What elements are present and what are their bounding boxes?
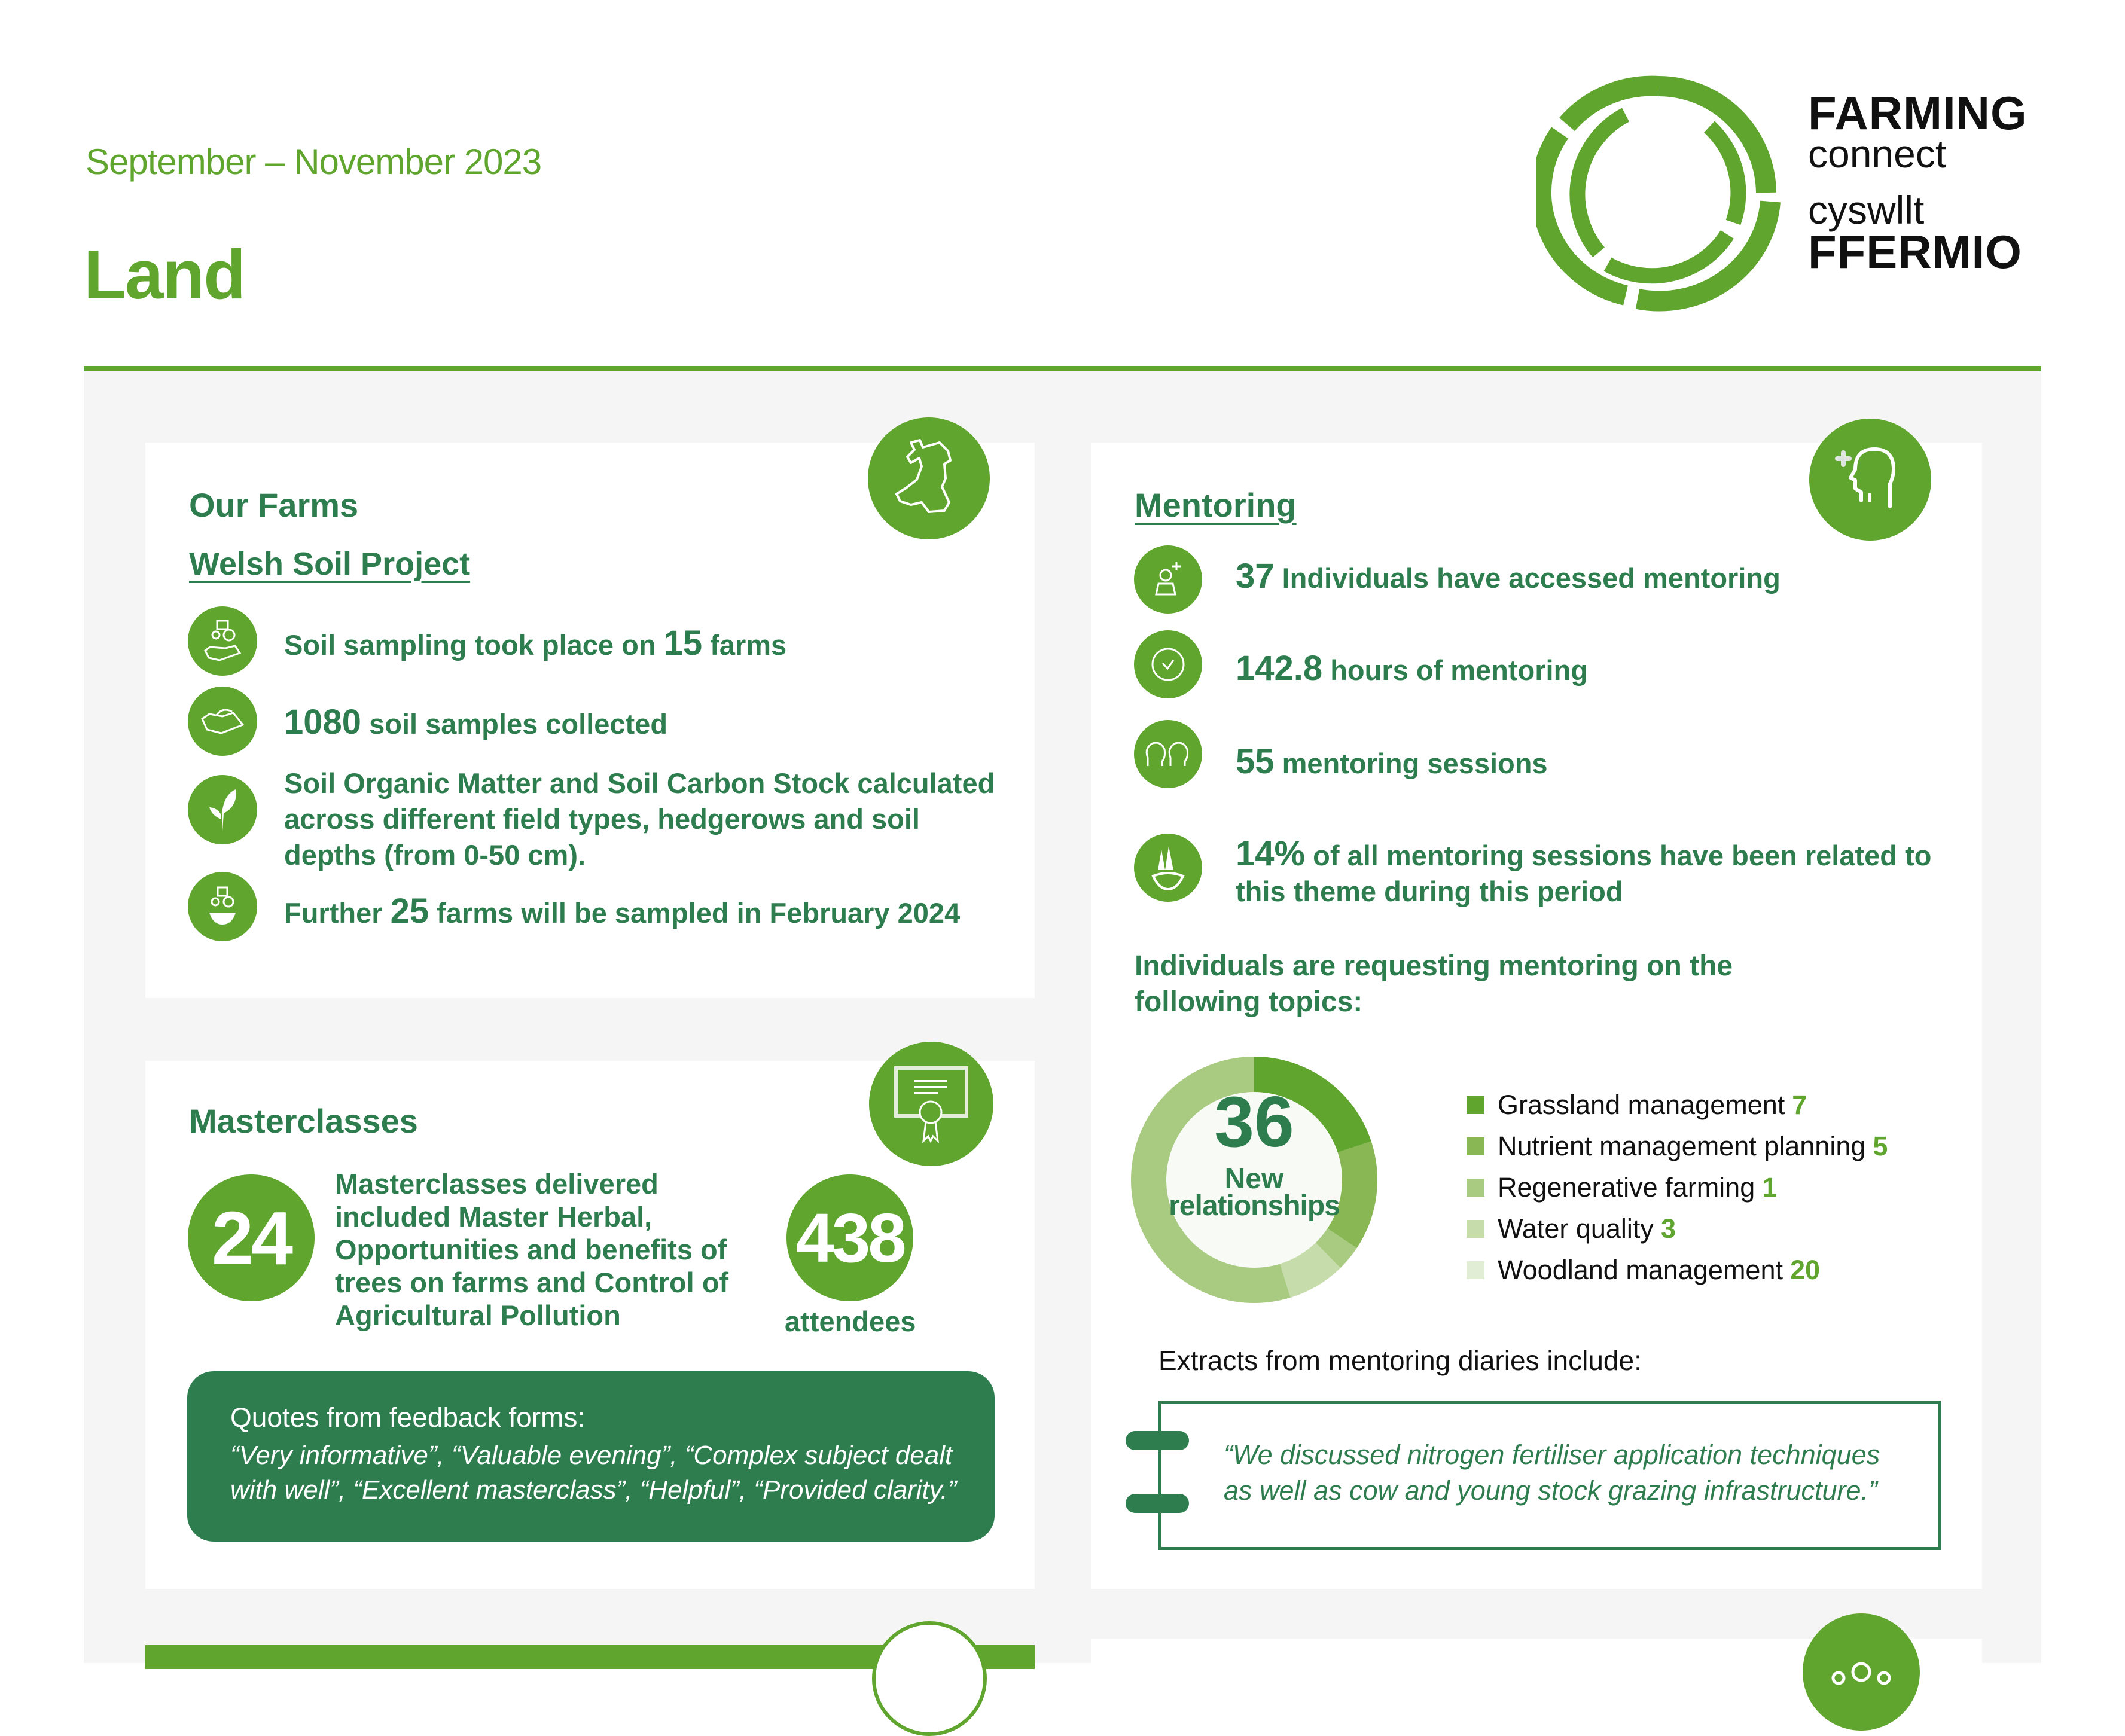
donut-center-text-1: New <box>1224 1163 1284 1195</box>
legend-swatch <box>1467 1137 1484 1155</box>
attendees-label: attendees <box>785 1305 916 1337</box>
logo-line-3: cyswllt <box>1808 188 1925 232</box>
farms-sampled-stat <box>284 626 786 663</box>
donut-center-text-2: relationships <box>1169 1190 1340 1222</box>
legend-item-regenerative <box>1467 1172 1777 1203</box>
mentoring-sessions-stat <box>1236 744 1548 782</box>
logo-line-4: FFERMIO <box>1808 225 2022 278</box>
masterclass-count-badge <box>188 1174 315 1301</box>
stat-text: mentoring sessions <box>1274 748 1548 779</box>
certificate-icon <box>869 1042 993 1166</box>
legend-value: 3 <box>1660 1213 1676 1244</box>
legend-value: 1 <box>1762 1172 1778 1203</box>
legend-value: 7 <box>1792 1090 1807 1120</box>
stat-suffix: farms <box>702 629 787 661</box>
page-title: Land <box>84 236 245 313</box>
legend-swatch <box>1467 1220 1484 1238</box>
stat-prefix: Soil sampling took place on <box>284 629 664 661</box>
binder-tab-bottom <box>1126 1494 1189 1513</box>
soil-hand-icon <box>188 687 257 756</box>
attendees-count: 438 <box>795 1199 904 1277</box>
legend-item-grassland <box>1467 1090 1807 1121</box>
our-farms-title: Our Farms <box>189 486 359 524</box>
leaf-icon <box>188 775 257 844</box>
tractor-field-icon <box>188 872 257 941</box>
masterclasses-description: Masterclasses delivered included Master Herbal, Opportunities and benefits of trees on farms and Control of Agricultural Pollution <box>335 1168 729 1331</box>
stat-number: 142.8 <box>1236 649 1323 688</box>
farming-connect-logo-icon <box>1536 73 1781 312</box>
stat-text: of all mentoring sessions have been related to this theme during this period <box>1236 840 1932 907</box>
trees-icon <box>1134 834 1202 902</box>
person-plus-icon <box>1134 545 1202 614</box>
legend-value: 5 <box>1873 1131 1888 1161</box>
logo-line-1: FARMING <box>1808 87 2028 139</box>
tractor-hand-icon <box>188 606 257 676</box>
stat-number: 14% <box>1236 834 1306 873</box>
two-heads-icon <box>1134 720 1202 788</box>
legend-label: Regenerative farming <box>1498 1172 1755 1203</box>
legend-label: Nutrient management planning <box>1498 1131 1866 1161</box>
legend-item-water <box>1467 1213 1676 1244</box>
stat-number: 15 <box>663 624 703 663</box>
legend-label: Woodland management <box>1498 1255 1783 1285</box>
header-divider <box>84 366 2041 371</box>
legend-swatch <box>1467 1261 1484 1279</box>
feedback-quotes-box <box>187 1371 995 1542</box>
laptop-icon <box>872 1621 987 1736</box>
welsh-soil-project-link[interactable]: Welsh Soil Project <box>189 546 471 582</box>
feedback-heading: Quotes from feedback forms: <box>230 1402 586 1433</box>
mentoring-title-link[interactable]: Mentoring <box>1135 486 1297 524</box>
stat-prefix: Further <box>284 897 391 929</box>
soil-organic-matter-stat: Soil Organic Matter and Soil Carbon Stock calculated across different field types, hedgerows and soil depths (from 0-50 cm). <box>284 767 995 871</box>
clock-icon <box>1134 630 1202 698</box>
feedback-quotes: “Very informative”, “Valuable evening”, “Complex subject dealt with well”, “Excellent masterclass”, “Helpful”, “Provided clarity.” <box>230 1441 957 1505</box>
stat-number: 1080 <box>284 703 362 742</box>
attendees-count-badge <box>786 1174 913 1301</box>
soil-samples-stat <box>284 704 667 742</box>
legend-swatch <box>1467 1096 1484 1114</box>
group-icon <box>1803 1613 1920 1731</box>
legend-label: Water quality <box>1498 1213 1654 1244</box>
stat-text: hours of mentoring <box>1322 654 1589 686</box>
donut-center-label <box>1159 1082 1349 1222</box>
masterclasses-title: Masterclasses <box>189 1102 418 1140</box>
legend-label: Grassland management <box>1498 1090 1785 1120</box>
head-plus-icon <box>1809 419 1931 541</box>
logo-line-2: connect <box>1808 132 1947 176</box>
date-range: September – November 2023 <box>86 142 542 182</box>
legend-item-nutrient <box>1467 1131 1888 1162</box>
legend-swatch <box>1467 1179 1484 1197</box>
stat-suffix: soil samples collected <box>361 708 668 740</box>
stat-suffix: farms will be sampled in February 2024 <box>429 897 961 929</box>
stat-text: Individuals have accessed mentoring <box>1274 562 1781 594</box>
individuals-mentoring-stat <box>1236 559 1781 596</box>
diary-heading: Extracts from mentoring diaries include: <box>1158 1345 1642 1376</box>
binder-tab-top <box>1126 1431 1189 1450</box>
mentoring-hours-stat <box>1236 651 1588 688</box>
masterclass-count: 24 <box>211 1195 291 1280</box>
logo-wordmark <box>1808 87 2028 278</box>
wales-map-icon <box>868 417 990 539</box>
theme-percentage-stat <box>1236 836 1941 910</box>
diary-quote-box <box>1158 1401 1941 1550</box>
stat-number: 25 <box>390 892 429 930</box>
stat-number: 55 <box>1236 742 1275 781</box>
further-farms-stat <box>284 893 960 931</box>
diary-quote: “We discussed nitrogen fertiliser application techniques as well as cow and young stock grazing infrastructure.” <box>1224 1439 1880 1506</box>
topics-heading: Individuals are requesting mentoring on the following topics: <box>1135 950 1733 1018</box>
legend-item-woodland <box>1467 1255 1820 1286</box>
legend-value: 20 <box>1789 1255 1821 1285</box>
donut-center-number: 36 <box>1214 1082 1294 1162</box>
stat-number: 37 <box>1236 557 1275 596</box>
